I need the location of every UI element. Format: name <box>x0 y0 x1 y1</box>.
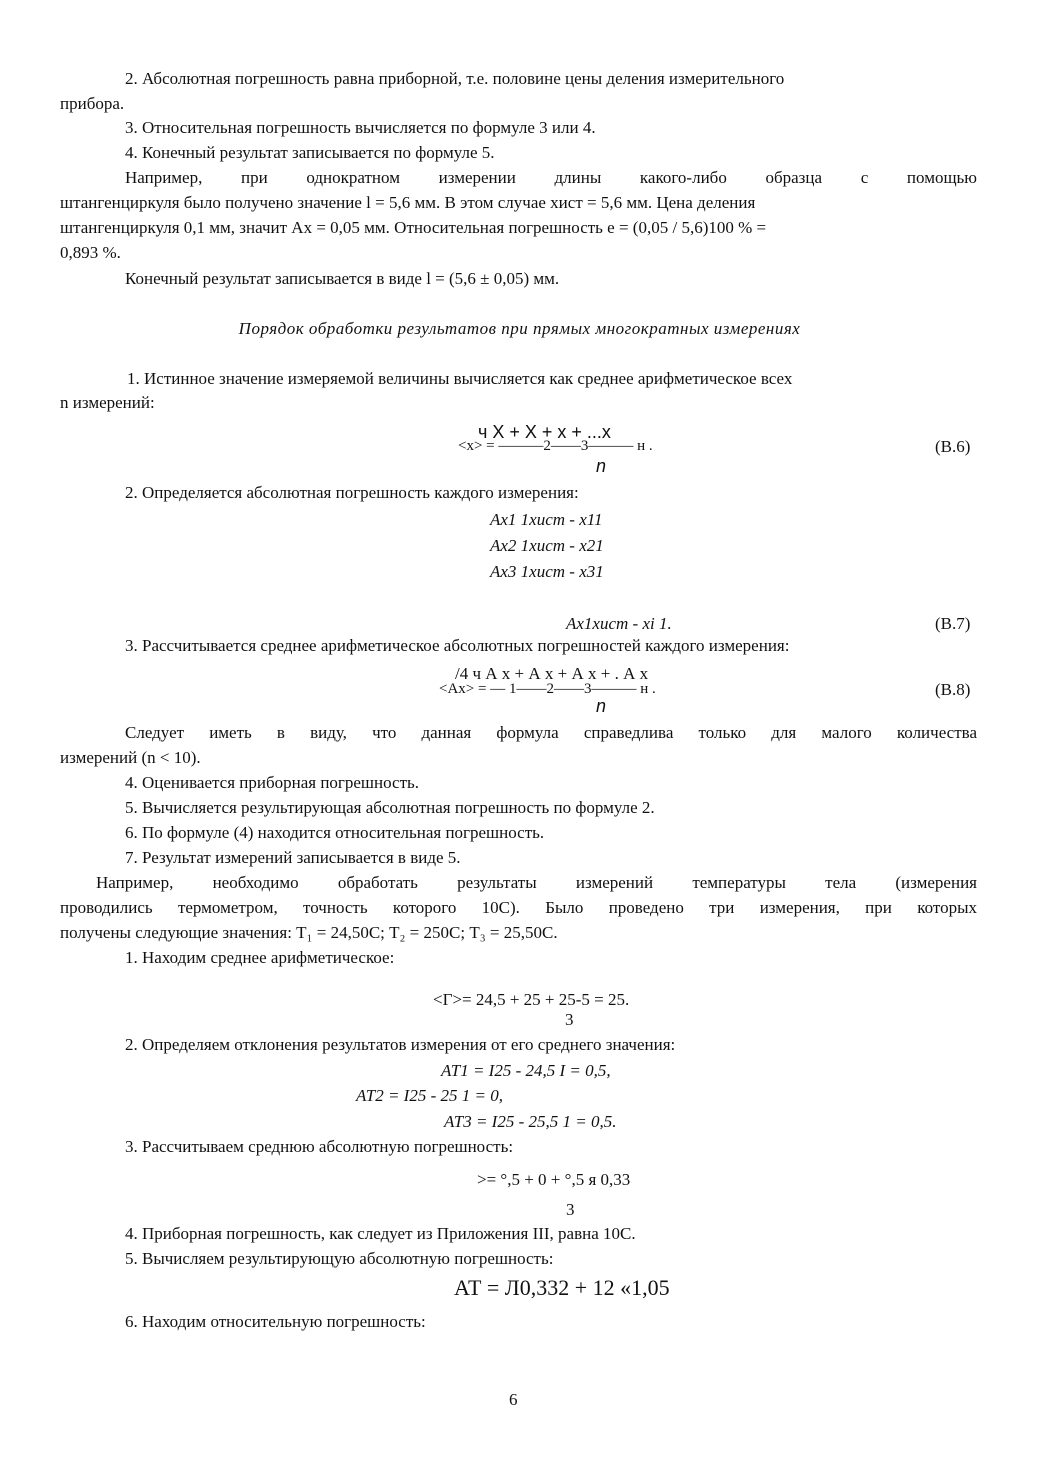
section-heading: Порядок обработки результатов при прямых многократных измерениях <box>238 319 801 338</box>
step-6-text: 6. По формуле (4) находится относительная погрешность. <box>125 823 545 842</box>
step-7-text: 7. Результат измерений записывается в виде 5. <box>125 848 461 867</box>
eq6-number: (В.6) <box>935 437 971 456</box>
item-2-text: 2. Абсолютная погрешность равна приборной, т.е. половине цены деления измерительного <box>125 69 785 88</box>
example-line-3: штангенциркуля 0,1 мм, значит Ах = 0,05 мм. Относительная погрешность е = (0,05 / 5,6)100 % = <box>60 218 767 237</box>
mean-abs-formula: >= °,5 + 0 + °,5 я 0,33 <box>477 1170 631 1189</box>
step-2-text: 2. Определяется абсолютная погрешность каждого измерения: <box>125 483 579 502</box>
eq8-numerator: /4 ч А х + А х + А х + . А х <box>455 664 649 683</box>
deviation-i: Ах1хист - хі 1. <box>566 614 672 633</box>
calc-step-4-text: 4. Приборная погрешность, как следует из Приложения III, равна 10С. <box>125 1224 636 1243</box>
eq8-number: (В.8) <box>935 680 971 699</box>
temp-example-line-1: Например, необходимо обработать результаты измерений температуры тела (измерения <box>96 873 977 892</box>
step-1-continuation: n измерений: <box>60 393 155 412</box>
result-line: Конечный результат записывается в виде l = (5,6 ± 0,05) мм. <box>125 269 560 288</box>
eq6-numerator: ч X + X + х + ...х <box>478 422 611 442</box>
step-3-text: 3. Рассчитывается среднее арифметическое абсолютных погрешностей каждого измерения: <box>125 636 790 655</box>
example-line-1: Например, при однократном измерении длины какого-либо образца с помощью <box>125 168 977 187</box>
mean-denominator: 3 <box>565 1010 574 1029</box>
calc-step-3-text: 3. Рассчитываем среднюю абсолютную погрешность: <box>125 1137 514 1156</box>
eq8-body: <Ах> = — 1——2——3——— н . <box>439 681 656 697</box>
deviation-2: Ах2 1хист - х21 <box>490 536 604 555</box>
eq6-body: <х> = ———2——3——— н . <box>458 438 653 454</box>
temp-example-line-3: получены следующие значения: Т₁ = 24,50С; Т₂ = 250С; Т₃ = 25,50С. <box>60 923 558 942</box>
deviation-t2: АТ2 = I25 - 25 1 = 0, <box>356 1086 503 1105</box>
step-4-text: 4. Оценивается приборная погрешность. <box>125 773 420 792</box>
note-line-1: Следует иметь в виду, что данная формула справедлива только для малого количества <box>125 723 977 742</box>
step-5-text: 5. Вычисляется результирующая абсолютная погрешность по формуле 2. <box>125 798 655 817</box>
deviation-t3: АТ3 = I25 - 25,5 1 = 0,5. <box>444 1112 617 1131</box>
step-1-text: 1. Истинное значение измеряемой величины вычисляется как среднее арифметическое всех <box>127 369 793 388</box>
calc-step-1-text: 1. Находим среднее арифметическое: <box>125 948 395 967</box>
item-4-text: 4. Конечный результат записывается по формуле 5. <box>125 143 495 162</box>
calc-step-2-text: 2. Определяем отклонения результатов измерения от его среднего значения: <box>125 1035 676 1054</box>
eq7-number: (В.7) <box>935 614 971 633</box>
resulting-error-formula: АТ = Л0,332 + 12 «1,05 <box>454 1275 670 1300</box>
eq6-denominator: n <box>596 456 607 476</box>
deviation-3: Ах3 1хист - х31 <box>490 562 604 581</box>
deviation-t1: АТ1 = I25 - 24,5 I = 0,5, <box>441 1061 611 1080</box>
note-line-2: измерений (n < 10). <box>60 748 201 767</box>
item-3-text: 3. Относительная погрешность вычисляется по формуле 3 или 4. <box>125 118 596 137</box>
example-line-4: 0,893 %. <box>60 243 121 262</box>
mean-formula: <Г>= 24,5 + 25 + 25-5 = 25. <box>433 990 630 1009</box>
temp-example-line-2: проводились термометром, точность которого 10С). Было проведено три измерения, при которых <box>60 898 977 917</box>
example-line-2: штангенциркуля было получено значение l = 5,6 мм. В этом случае хист = 5,6 мм. Цена деления <box>60 193 756 212</box>
calc-step-5-text: 5. Вычисляем результирующую абсолютную погрешность: <box>125 1249 554 1268</box>
page-number: 6 <box>509 1390 518 1409</box>
calc-step-6-text: 6. Находим относительную погрешность: <box>125 1312 426 1331</box>
mean-abs-denominator: 3 <box>566 1200 575 1219</box>
deviation-1: Ах1 1хист - х11 <box>490 510 603 529</box>
eq8-denominator: n <box>596 696 607 716</box>
item-2-continuation: прибора. <box>60 94 125 113</box>
